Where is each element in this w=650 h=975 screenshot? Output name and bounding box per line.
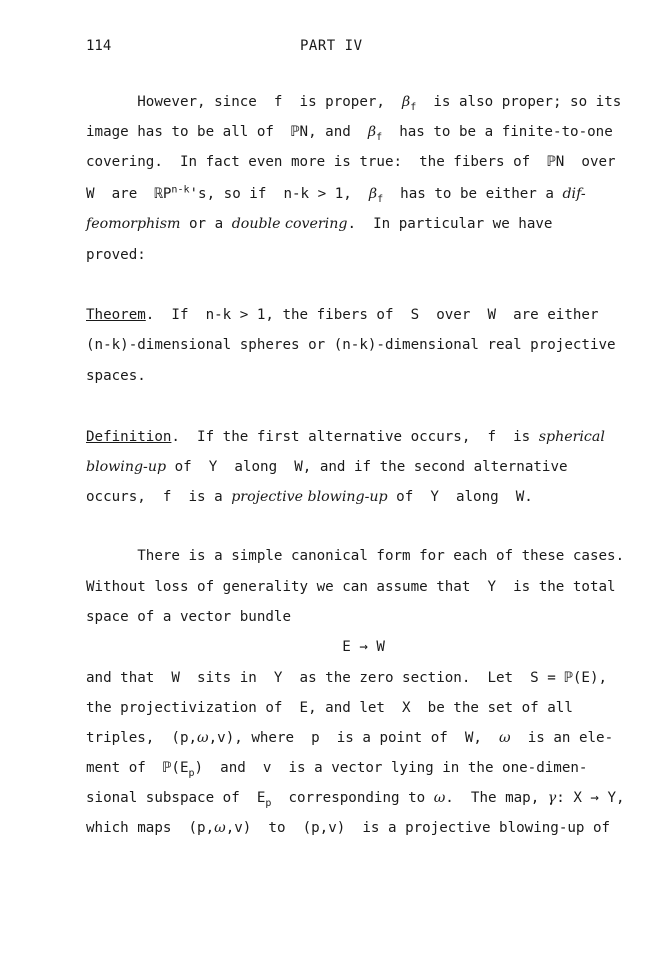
text-segment: double covering [231, 216, 348, 232]
text-segment: γ [547, 790, 557, 806]
running-head: PART IV [300, 38, 363, 54]
text-segment: occurs, f is a [86, 489, 232, 505]
text-segment: f [410, 101, 417, 113]
text-line [86, 546, 624, 566]
text-segment: image has to be all of ℙN, and [86, 124, 368, 140]
text-segment: sional subspace of E [86, 790, 266, 806]
text-segment: There is a simple canonical form for each of these cases. [86, 548, 625, 564]
text-line [86, 152, 616, 172]
text-segment: of Y along W, and if the second alternative [166, 459, 568, 475]
text-segment: ω [214, 820, 226, 836]
text-segment: which maps (p, [86, 820, 215, 836]
text-segment: (n-k)-dimensional spheres or (n-k)-dimensional real projective [86, 337, 616, 353]
text-line [86, 122, 613, 142]
text-segment: Theorem [86, 307, 146, 323]
text-segment: corresponding to [271, 790, 434, 806]
text-segment: projective blowing-up [231, 489, 388, 505]
text-line [86, 637, 385, 657]
text-segment: or a [180, 216, 232, 232]
text-line [86, 698, 573, 718]
text-segment: However, since f is proper, [86, 94, 403, 110]
text-line [86, 668, 607, 688]
text-segment: E → W [86, 639, 385, 655]
text-segment: is also proper; so its [416, 94, 622, 110]
text-segment: ment of ℙ(E [86, 760, 189, 776]
page-header [86, 38, 556, 58]
text-segment: ω [499, 730, 511, 746]
text-segment: triples, (p, [86, 730, 198, 746]
text-segment: n-k [171, 184, 190, 196]
text-segment: : X → Y, [556, 790, 625, 806]
text-segment: ω [197, 730, 209, 746]
text-segment: . In particular we have [347, 216, 553, 232]
text-line [86, 577, 616, 597]
text-line [86, 788, 625, 808]
text-segment: spaces. [86, 368, 146, 384]
text-segment: spherical [538, 429, 605, 445]
text-segment: ,v), where p is a point of W, [208, 730, 500, 746]
text-segment: f [377, 193, 384, 205]
text-segment: f [376, 131, 383, 143]
text-line [86, 366, 146, 386]
text-segment: has to be a finite-to-one [382, 124, 613, 140]
text-segment: the projectivization of E, and let X be the set of all [86, 700, 573, 716]
text-segment: is an ele- [510, 730, 614, 746]
text-segment: p [188, 767, 195, 779]
text-line [86, 245, 146, 265]
text-segment: feomorphism [86, 216, 181, 232]
text-line [86, 818, 610, 838]
text-segment: Without loss of generality we can assume that Y is the total [86, 579, 616, 595]
text-line [86, 758, 587, 778]
text-segment: . The map, [445, 790, 548, 806]
text-segment: Definition [86, 429, 172, 445]
text-segment: β [402, 94, 411, 110]
text-segment: β [367, 124, 377, 140]
text-segment: p [265, 797, 272, 809]
text-segment: . If the first alternative occurs, f is [171, 429, 539, 445]
text-segment: of Y along W. [387, 489, 533, 505]
text-segment: ,v) to (p,v) is a projective blowing-up of [225, 820, 611, 836]
text-line [86, 728, 613, 748]
text-segment: β [368, 186, 378, 202]
text-segment: blowing-up [86, 459, 167, 475]
text-line [86, 184, 586, 204]
text-line [86, 92, 621, 112]
text-line [86, 427, 605, 447]
text-line [86, 214, 552, 234]
text-line [86, 487, 533, 507]
text-line [86, 457, 568, 477]
text-line [86, 607, 291, 627]
text-segment: 's, so if n-k > 1, [189, 186, 369, 202]
text-segment: and that W sits in Y as the zero section. Let S = ℙ(E), [86, 670, 608, 686]
text-segment: covering. In fact even more is true: the fibers of ℙN over [86, 154, 616, 170]
text-segment: space of a vector bundle [86, 609, 291, 625]
text-line [86, 305, 599, 325]
text-segment: . If n-k > 1, the fibers of S over W are either [145, 307, 599, 323]
text-segment: ) and v is a vector lying in the one-dimen- [194, 760, 588, 776]
text-segment: dif- [562, 186, 586, 202]
text-segment: W are ℝP [86, 186, 172, 202]
text-segment: ω [433, 790, 446, 806]
page-number: 114 [86, 38, 112, 54]
text-segment: proved: [86, 247, 146, 263]
text-line [86, 335, 616, 355]
text-segment: has to be either a [383, 186, 563, 202]
